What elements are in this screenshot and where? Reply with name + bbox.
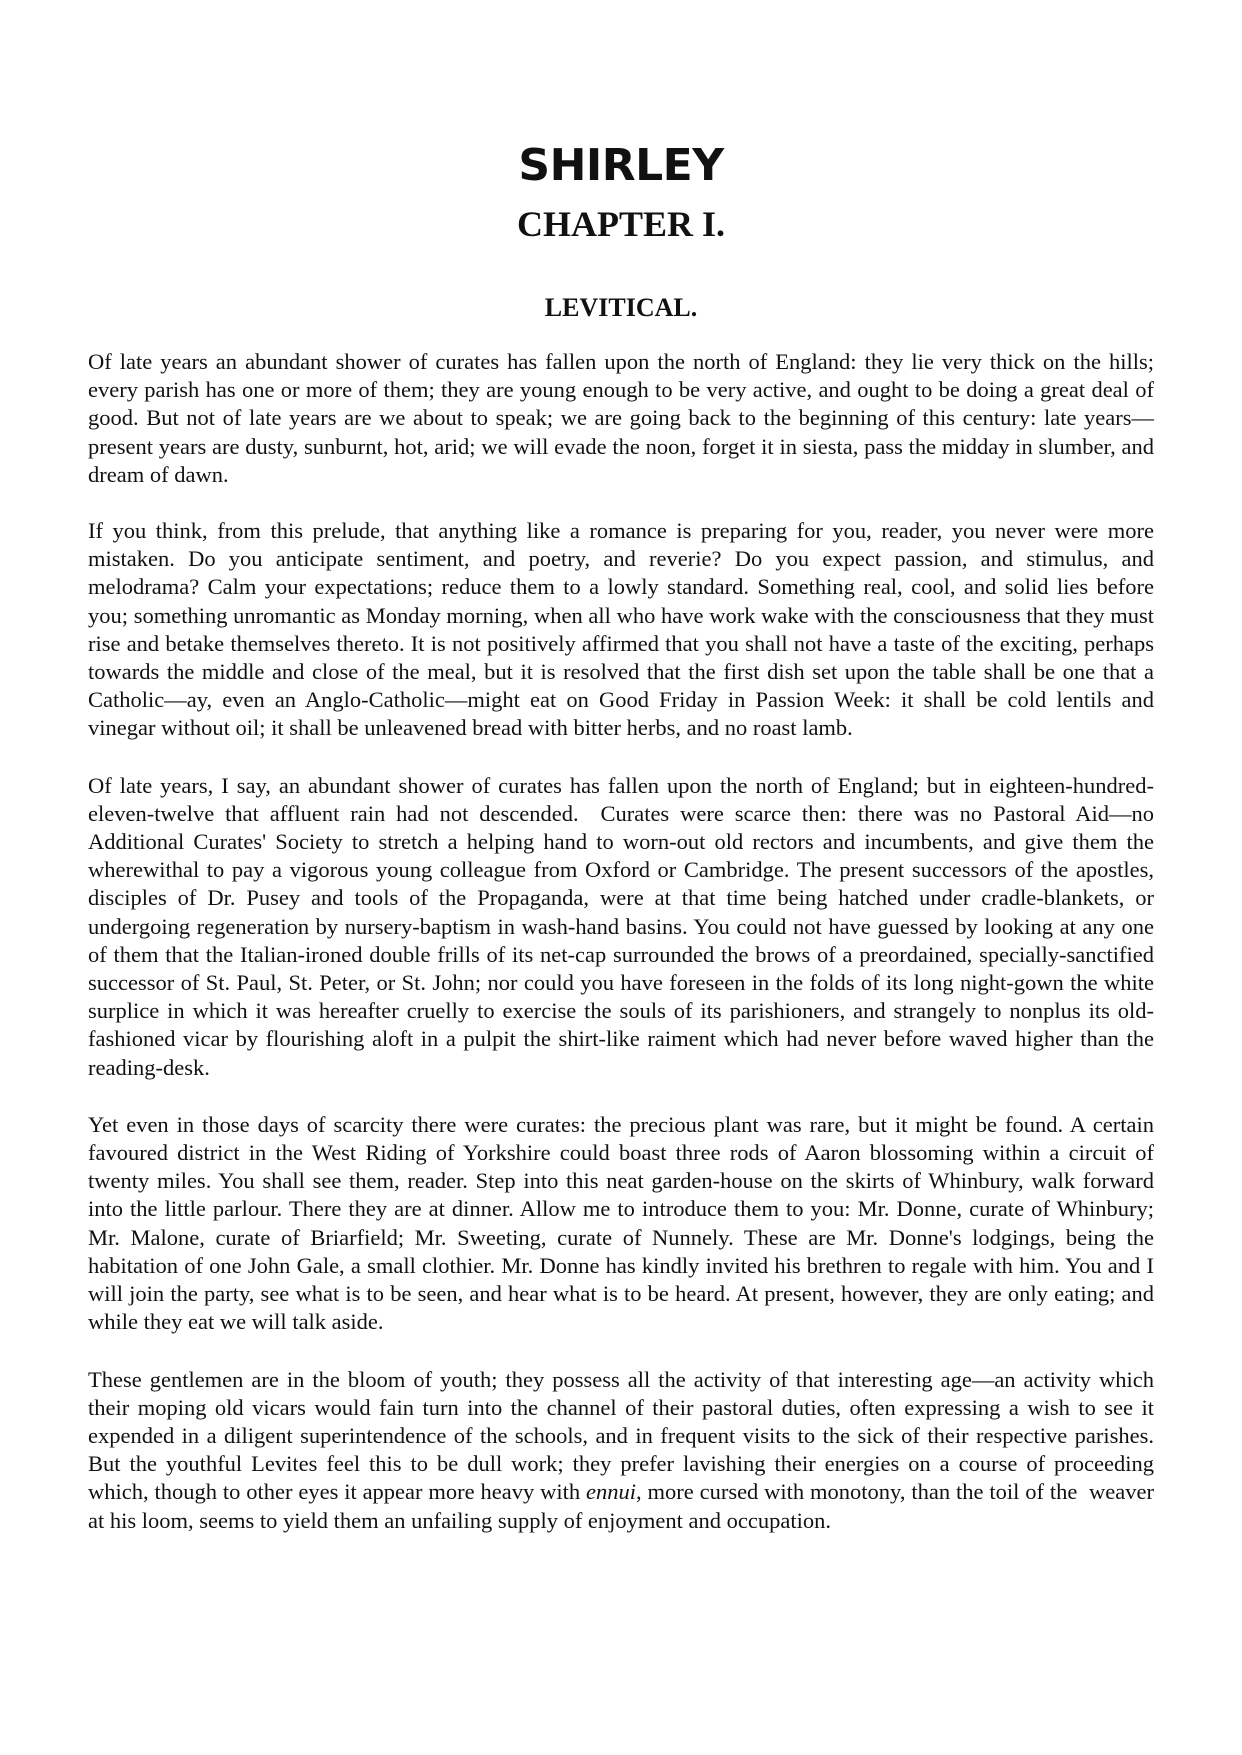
- book-title: SHIRLEY: [518, 140, 724, 191]
- paragraph-2: If you think, from this prelude, that anything like a romance is preparing for you, reader, you never were more mistaken. Do you anticipate sentiment, and poetry, and reverie? Do you expect passion, and stimulus, and melodrama? Calm your expectations; reduce them to a lowly standard. Something real, cool, and solid lies before you; something unromantic as Monday morning, when all who have work wake with the consciousness that they must rise and betake themselves thereto. It is not positively affirmed that you shall not have a taste of the exciting, perhaps towards the middle and close of the meal, but it is resolved that the first dish set upon the table shall be one that a Catholic—ay, even an Anglo-Catholic—might eat on Good Friday in Passion Week: it shall be cold lentils and vinegar without oil; it shall be unleavened bread with bitter herbs, and no roast lamb.: [88, 518, 1154, 741]
- paragraph-5: [88, 1366, 1154, 1535]
- chapter-body: [88, 348, 1154, 1535]
- chapter-heading: CHAPTER I.: [516, 204, 726, 244]
- italic-word: ennui: [585, 1479, 636, 1505]
- paragraph-5-text-after: , more cursed with monotony, than the toil of the weaver at his loom, seems to yield them an unfailing supply of enjoyment and occupation.: [88, 1479, 1155, 1533]
- paragraph-5-text-before: These gentlemen are in the bloom of youth; they possess all the activity of that interesting age—an activity which their moping old vicars would fain turn into the channel of their pastoral duties, often expressing a wish to see it expended in a diligent superintendence of the schools, and in frequent visits to the sick of their respective parishes. But the youthful Levites feel this to be dull work; they prefer lavishing their energies on a course of proceeding which, though to other eyes it appear more heavy with: [88, 1366, 1154, 1505]
- paragraph-3: Of late years, I say, an abundant shower of curates has fallen upon the north of England; but in eighteen-hundred-eleven-twelve that affluent rain had not descended. Curates were scarce then: there was no Pastoral Aid—no Additional Curates' Society to stretch a helping hand to worn-out old rectors and incumbents, and give them the wherewithal to pay a vigorous young colleague from Oxford or Cambridge. The present successors of the apostles, disciples of Dr. Pusey and tools of the Propaganda, were at that time being hatched under cradle-blankets, or undergoing regeneration by nursery-baptism in wash-hand basins. You could not have guessed by looking at any one of them that the Italian-ironed double frills of its net-cap surrounded the brows of a preordained, specially-sanctified successor of St. Paul, St. Peter, or St. John; nor could you have foreseen in the folds of its long night-gown the white surplice in which it was hereafter cruelly to exercise the souls of its parishioners, and strangely to nonplus its old-fashioned vicar by flourishing aloft in a pulpit the shirt-like raiment which had never before waved higher than the reading-desk.: [88, 772, 1154, 1080]
- chapter-title: LEVITICAL.: [544, 293, 698, 322]
- paragraph-1: Of late years an abundant shower of curates has fallen upon the north of England: they lie very thick on the hills; every parish has one or more of them; they are young enough to be very active, and ought to be doing a great deal of good. But not of late years are we about to speak; we are going back to the beginning of this century: late years—present years are dusty, sunburnt, hot, arid; we will evade the noon, forget it in siesta, pass the midday in slumber, and dream of dawn.: [88, 349, 1154, 487]
- paragraph-4: Yet even in those days of scarcity there were curates: the precious plant was rare, but it might be found. A certain favoured district in the West Riding of Yorkshire could boast three rods of Aaron blossoming within a circuit of twenty miles. You shall see them, reader. Step into this neat garden-house on the skirts of Whinbury, walk forward into the little parlour. There they are at dinner. Allow me to introduce them to you: Mr. Donne, curate of Whinbury; Mr. Malone, curate of Briarfield; Mr. Sweeting, curate of Nunnely. These are Mr. Donne's lodgings, being the habitation of one John Gale, a small clothier. Mr. Donne has kindly invited his brethren to regale with him. You and I will join the party, see what is to be seen, and hear what is to be heard. At present, however, they are only eating; and while they eat we will talk aside.: [88, 1111, 1154, 1335]
